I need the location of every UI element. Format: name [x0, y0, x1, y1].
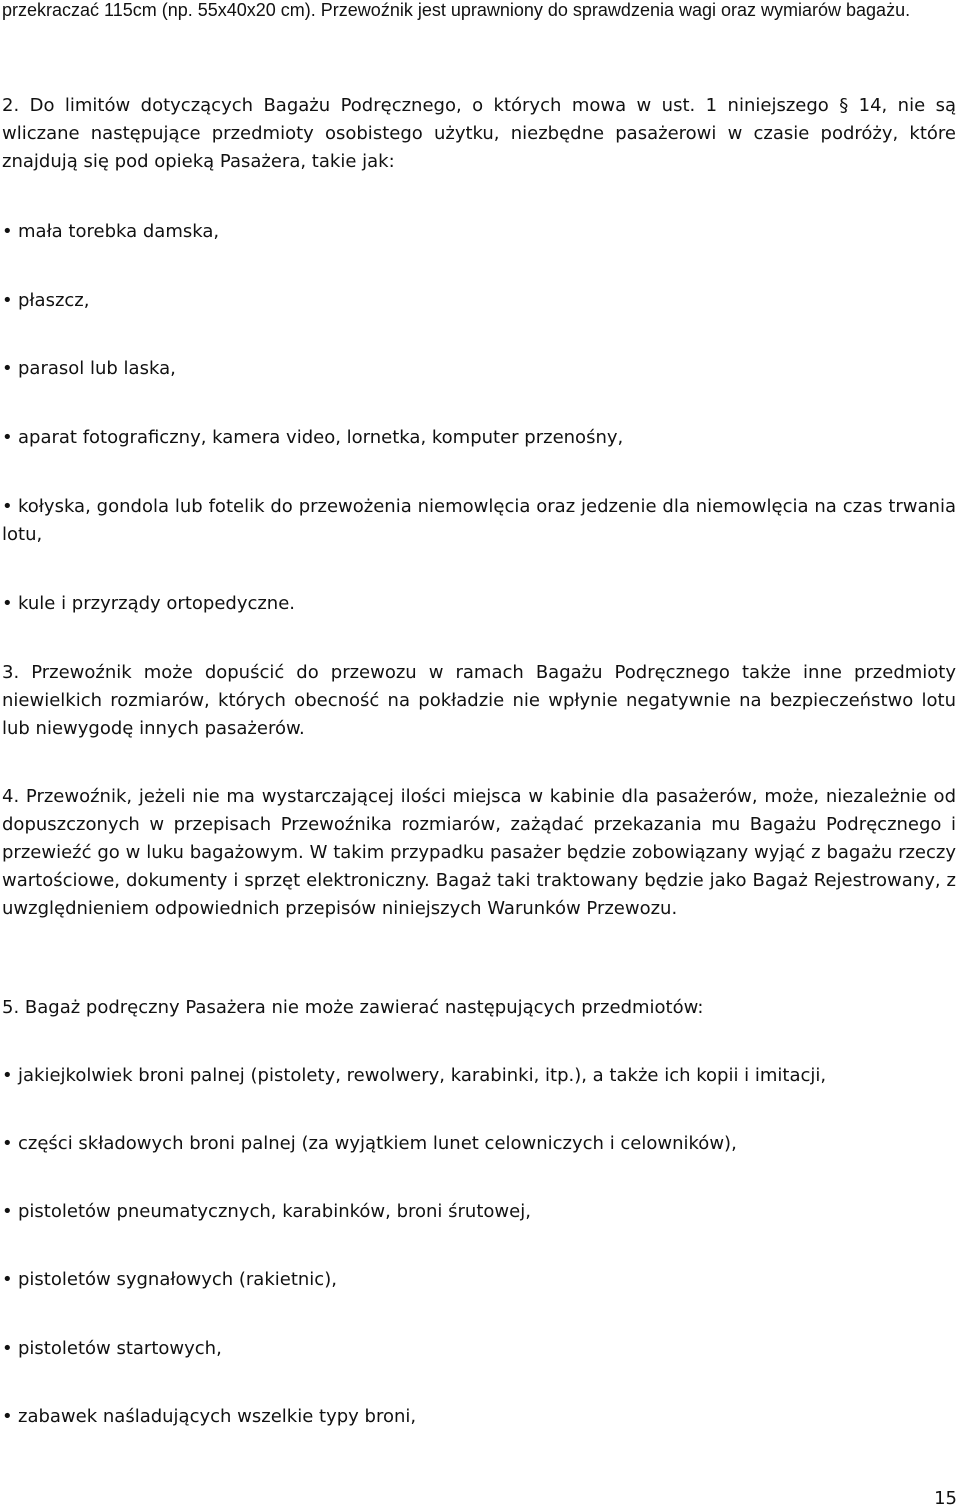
- list-item: [2, 1266, 956, 1294]
- list-item-text: jakiejkolwiek broni palnej (pistolety, rewolwery, karabinki, itp.), a także ich kopii i imitacji,: [18, 1065, 827, 1086]
- list-item: [2, 1062, 956, 1090]
- paragraph-2-intro: 2. Do limitów dotyczących Bagażu Podręcznego, o których mowa w ust. 1 niniejszego § 14, nie są wliczane następujące przedmioty osobistego użytku, niezbędne pasażerowi w czasie podróży, które znajdują się pod opieką Pasażera, takie jak:: [2, 95, 956, 172]
- list-item: [2, 424, 956, 452]
- list-item: [2, 1335, 956, 1363]
- paragraph-3: 3. Przewoźnik może dopuścić do przewozu w ramach Bagażu Podręcznego także inne przedmioty niewielkich rozmiarów, których obecność na pokładzie nie wpłynie negatywnie na bezpieczeństwo lotu lub niewygodę innych pasażerów.: [2, 662, 956, 739]
- list-item-text: płaszcz,: [18, 290, 90, 311]
- list-item-text: pistoletów sygnałowych (rakietnic),: [18, 1269, 337, 1290]
- bullet-icon: •: [2, 1201, 13, 1222]
- bullet-icon: •: [2, 290, 13, 311]
- list-item: [2, 493, 956, 549]
- bullet-icon: •: [2, 1406, 13, 1427]
- bullet-icon: •: [2, 1065, 13, 1086]
- list-item-text: zabawek naśladujących wszelkie typy broni,: [18, 1406, 417, 1427]
- bullet-icon: •: [2, 1269, 13, 1290]
- list-item-text: mała torebka damska,: [18, 221, 220, 242]
- paragraph-5: 5. Bagaż podręczny Pasażera nie może zawierać następujących przedmiotów:: [2, 997, 704, 1018]
- bullet-icon: •: [2, 1133, 13, 1154]
- bullet-icon: •: [2, 358, 13, 379]
- page-number: 15: [934, 1488, 957, 1509]
- list-item-text: aparat fotograficzny, kamera video, lornetka, komputer przenośny,: [18, 427, 624, 448]
- list-item-text: parasol lub laska,: [18, 358, 176, 379]
- bullet-icon: •: [2, 496, 13, 517]
- list-item: [2, 1198, 956, 1226]
- list-item: [2, 590, 956, 618]
- list-item: [2, 287, 956, 315]
- list-item: [2, 355, 956, 383]
- list-item-text: części składowych broni palnej (za wyjątkiem lunet celowniczych i celowników),: [18, 1133, 737, 1154]
- list-item: [2, 218, 956, 246]
- list-item-text: pistoletów startowych,: [18, 1338, 222, 1359]
- list-item: [2, 1130, 956, 1158]
- paragraph-4: 4. Przewoźnik, jeżeli nie ma wystarczającej ilości miejsca w kabinie dla pasażerów, może, niezależnie od dopuszczonych w przepisach Przewoźnika rozmiarów, zażądać przekazania mu Bagażu Podręcznego i przewieźć go w luku bagażowym. W takim przypadku pasażer będzie zobowiązany wyjąć z bagażu rzeczy wartościowe, dokumenty i sprzęt elektroniczny. Bagaż taki traktowany będzie jako Bagaż Rejestrowany, z uwzględnieniem odpowiednich przepisów niniejszych Warunków Przewozu.: [2, 786, 956, 919]
- list-item-text: kule i przyrządy ortopedyczne.: [18, 593, 296, 614]
- list-item-text: kołyska, gondola lub fotelik do przewożenia niemowlęcia oraz jedzenie dla niemowlęcia na czas trwania lotu,: [2, 496, 956, 545]
- bullet-icon: •: [2, 1338, 13, 1359]
- bullet-icon: •: [2, 221, 13, 242]
- bullet-icon: •: [2, 593, 13, 614]
- list-item: [2, 1403, 956, 1431]
- list-item-text: pistoletów pneumatycznych, karabinków, broni śrutowej,: [18, 1201, 531, 1222]
- bullet-icon: •: [2, 427, 13, 448]
- top-paragraph: przekraczać 115cm (np. 55x40x20 cm). Przewoźnik jest uprawniony do sprawdzenia wagi oraz wymiarów bagażu.: [2, 0, 911, 20]
